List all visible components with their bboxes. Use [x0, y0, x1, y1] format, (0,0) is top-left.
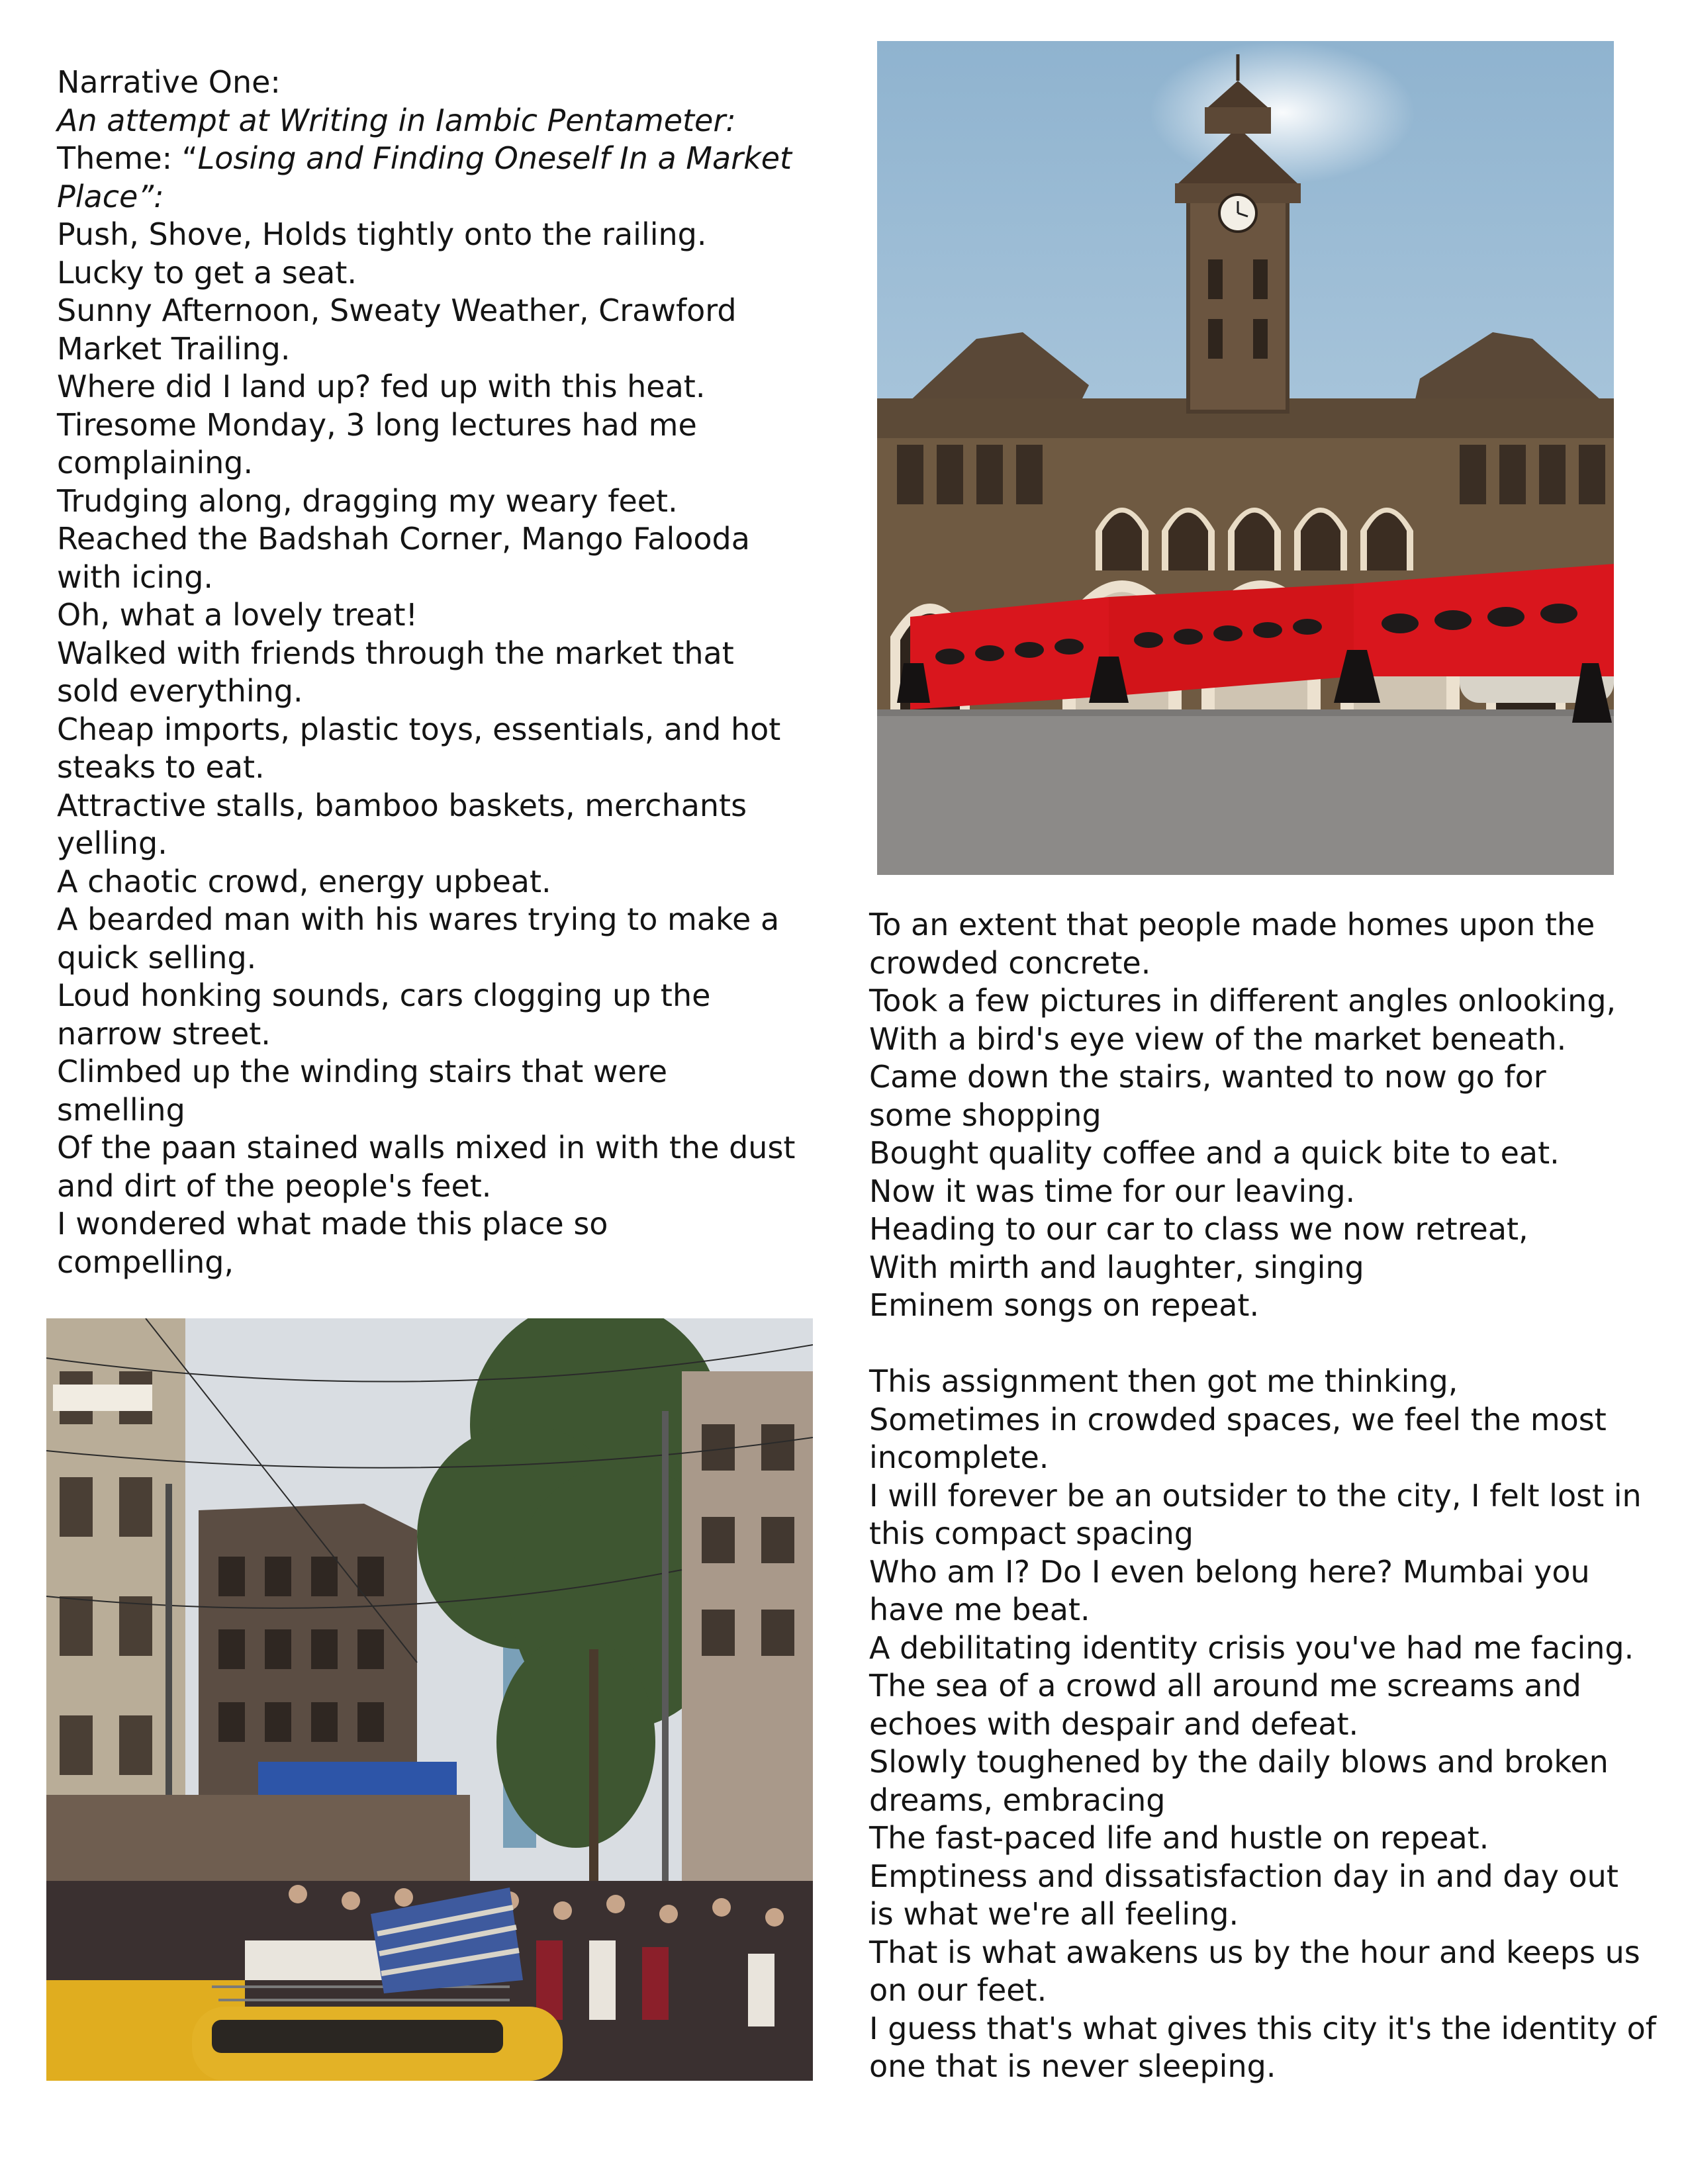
poem-line: yelling.: [57, 825, 167, 861]
poem-line: This assignment then got me thinking,: [869, 1363, 1458, 1399]
poem-line: The fast-paced life and hustle on repeat.: [869, 1820, 1489, 1856]
theme-title: Losing and Finding Oneself In a Market: [197, 140, 792, 176]
poem-line: echoes with despair and defeat.: [869, 1706, 1359, 1742]
poem-line: Oh, what a lovely treat!: [57, 597, 418, 633]
poem-line: Emptiness and dissatisfaction day in and day out: [869, 1858, 1618, 1894]
poem-line: To an extent that people made homes upon the: [869, 907, 1595, 942]
poem-line: A chaotic crowd, energy upbeat.: [57, 863, 551, 899]
poem-line: I will forever be an outsider to the city, I felt lost in: [869, 1477, 1642, 1514]
poem-line: Took a few pictures in different angles onlooking,: [869, 983, 1617, 1019]
poem-line: dreams, embracing: [869, 1782, 1166, 1818]
poem-line: Where did I land up? fed up with this heat.: [57, 369, 706, 404]
poem-line: Tiresome Monday, 3 long lectures had me: [57, 406, 697, 443]
poem-line: Trudging along, dragging my weary feet.: [57, 482, 678, 519]
poem-line: steaks to eat.: [57, 749, 265, 785]
poem-line: sold everything.: [57, 673, 303, 709]
poem-line: incomplete.: [869, 1439, 1049, 1475]
poem-line: Of the paan stained walls mixed in with the dust: [57, 1130, 796, 1165]
narrative-heading: Narrative One:: [57, 64, 281, 100]
poem-line: one that is never sleeping.: [869, 2048, 1276, 2084]
theme-title-continued: Place”:: [57, 178, 164, 214]
poem-line: Loud honking sounds, cars clogging up the: [57, 978, 711, 1013]
theme-line: [57, 140, 812, 178]
poem-line: Sunny Afternoon, Sweaty Weather, Crawford: [57, 293, 737, 328]
poem-line: Slowly toughened by the daily blows and broken: [869, 1744, 1609, 1780]
theme-label: Theme: “: [57, 140, 198, 176]
poem-line: with icing.: [57, 559, 214, 595]
clock-tower-photo: [877, 41, 1614, 875]
poem-line: complaining.: [57, 445, 254, 480]
poem-line: Now it was time for our leaving.: [869, 1173, 1356, 1209]
poem-line: Who am I? Do I even belong here? Mumbai you: [869, 1553, 1590, 1590]
poem-line: I guess that's what gives this city it's the identity of: [869, 2010, 1656, 2046]
left-text-column: [57, 64, 812, 1281]
blank-line: [869, 1325, 1650, 1363]
poem-line: Came down the stairs, wanted to now go for: [869, 1059, 1546, 1095]
poem-line: is what we're all feeling.: [869, 1896, 1239, 1932]
market-street-illustration: [46, 1318, 813, 2081]
poem-line: Eminem songs on repeat.: [869, 1287, 1260, 1323]
poem-line: compelling,: [57, 1244, 234, 1280]
poem-line: Sometimes in crowded spaces, we feel the most: [869, 1401, 1607, 1437]
narrative-subtitle: An attempt at Writing in Iambic Pentameter:: [57, 102, 736, 138]
poem-line: on our feet.: [869, 1972, 1047, 2008]
poem-line: Heading to our car to class we now retreat,: [869, 1211, 1528, 1247]
poem-line: Walked with friends through the market that: [57, 635, 734, 671]
poem-line: Push, Shove, Holds tightly onto the railing.: [57, 216, 707, 252]
market-street-photo: [46, 1318, 813, 2081]
poem-line: quick selling.: [57, 939, 257, 976]
poem-line: narrow street.: [57, 1015, 271, 1052]
poem-line: this compact spacing: [869, 1516, 1194, 1551]
poem-line: Cheap imports, plastic toys, essentials, and hot: [57, 711, 781, 747]
poem-line: With mirth and laughter, singing: [869, 1249, 1364, 1285]
poem-line: have me beat.: [869, 1592, 1090, 1627]
poem-line: Climbed up the winding stairs that were: [57, 1054, 668, 1089]
market-stalls: [46, 1795, 470, 1894]
shop-sign: [53, 1385, 152, 1411]
clock-tower-illustration: [877, 41, 1614, 875]
poem-line: A bearded man with his wares trying to make a: [57, 901, 780, 937]
poem-line: With a bird's eye view of the market beneath.: [869, 1021, 1567, 1057]
poem-line: crowded concrete.: [869, 944, 1151, 981]
poem-line: and dirt of the people's feet.: [57, 1167, 492, 1204]
poem-line: smelling: [57, 1091, 185, 1128]
poem-line: I wondered what made this place so: [57, 1206, 608, 1242]
poem-line: That is what awakens us by the hour and keeps us: [869, 1934, 1640, 1970]
poem-line: Reached the Badshah Corner, Mango Falooda: [57, 521, 750, 557]
poem-line: Bought quality coffee and a quick bite to eat.: [869, 1135, 1560, 1171]
poem-line: some shopping: [869, 1097, 1102, 1133]
poem-line: Lucky to get a seat.: [57, 254, 357, 291]
poem-line: The sea of a crowd all around me screams and: [869, 1668, 1581, 1704]
right-text-column: [869, 906, 1656, 2086]
poem-line: Attractive stalls, bamboo baskets, merchants: [57, 787, 747, 823]
road: [877, 690, 1614, 875]
poem-line: A debilitating identity crisis you've had me facing.: [869, 1629, 1634, 1666]
poem-line: Market Trailing.: [57, 330, 291, 367]
